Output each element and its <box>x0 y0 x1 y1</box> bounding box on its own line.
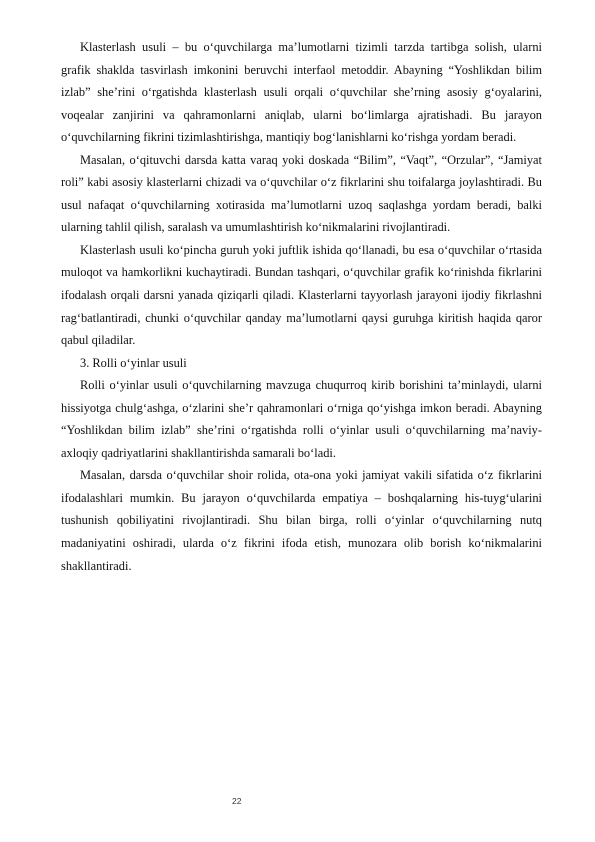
section-heading-role-play: 3. Rolli o‘yinlar usuli <box>80 355 187 370</box>
paragraph-role-play-example: Masalan, darsda o‘quvchilar shoir rolida, ota-ona yoki jamiyat vakili sifatida o‘z fikrlarini ifodalashlari mumkin. Bu jarayon o‘quvchilarda empatiya – boshqalarning his-tuyg‘ularini tushunish qobiliyatini rivojlantiradi. Shu bilan birga, rolli o‘yinlar o‘quvchilarning nutq madaniyatini oshiradi, ularda o‘z fikrini ifoda etish, munozara olib borish ko‘nikmalarini shakllantiradi. <box>61 468 542 573</box>
paragraph-role-play-definition: Rolli o‘yinlar usuli o‘quvchilarning mavzuga chuqurroq kirib borishini ta’minlaydi, ularni hissiyotga chulg‘ashga, o‘zlarini she’r qahramonlari o‘rniga qo‘yishga imkon beradi. Abayning “Yoshlikdan bilim izlab” she’rini o‘rgatishda rolli o‘yinlar usuli o‘quvchilarning ma’naviy-axloqiy qadriyatlarini shakllantirishda samarali bo‘ladi. <box>61 378 542 460</box>
paragraph-clustering-example: Masalan, o‘qituvchi darsda katta varaq yoki doskada “Bilim”, “Vaqt”, “Orzular”, “Jamiyat roli” kabi asosiy klasterlarni chizadi va o‘quvchilar o‘z fikrlarini shu toifalarga joylashtiradi. Bu usul nafaqat o‘quvchilarning xotirasida ma’lumotlarni uzoq saqlashga yordam beradi, balki ularning tahlil qilish, saralash va umumlashtirish ko‘nikmalarini rivojlantiradi. <box>61 152 542 235</box>
paragraph-clustering-definition: Klasterlash usuli – bu o‘quvchilarga ma’lumotlarni tizimli tarzda tartibga solish, ularni grafik shaklda tasvirlash imkonini beruvchi interfaol metoddir. Abayning “Yoshlikdan bilim izlab” she’rini o‘rgatishda klasterlash usuli orqali o‘quvchilar she’rning asosiy g‘oyalarini, voqealar zanjirini va qahramonlarni aniqlab, ularni bo‘limlarga ajratishadi. Bu jarayon o‘quvchilarning fikrini tizimlashtirishga, mantiqiy bog‘lanishlarni ko‘rishga yordam beradi. <box>61 40 542 145</box>
paragraph-clustering-groupwork: Klasterlash usuli ko‘pincha guruh yoki juftlik ishida qo‘llanadi, bu esa o‘quvchilar o‘rtasida muloqot va hamkorlikni kuchaytiradi. Bundan tashqari, o‘quvchilar grafik ko‘rinishda fikrlarini ifodalash orqali darsni yanada qiziqarli qiladi. Klasterlarni tayyorlash jarayoni ijodiy fikrlashni rag‘batlantiradi, chunki o‘quvchilar qanday ma’lumotlarni qaysi guruhga kiritish haqida qaror qabul qiladilar. <box>61 242 542 348</box>
page-body <box>61 36 542 577</box>
page-number: 22 <box>232 796 242 806</box>
